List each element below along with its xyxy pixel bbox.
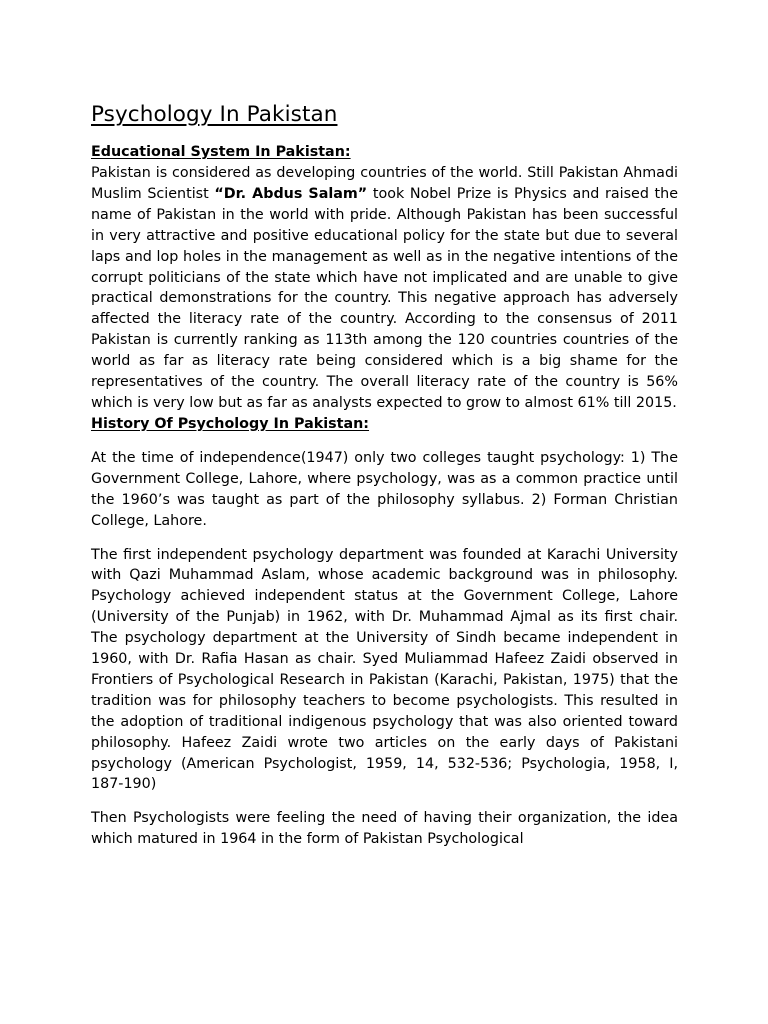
- paragraph-text-end: took Nobel Prize is Physics and raised the name of Pakistan in the world with pride. Although Pakistan has been successful in very attractive and positive educational policy for the state but due to several laps and lop holes in the management as well as in the negative intentions of the corrupt politicians of the state which have not implicated and are unable to give practical demonstrations for the country. This negative approach has adversely affected the literacy rate of the country. According to the consensus of 2011 Pakistan is currently ranking as 113th among the 120 countries countries of the world as far as literacy rate being considered which is a big shame for the representatives of the country. The overall literacy rate of the country is 56% which is very low but as far as analysts expected to grow to almost 61% till 2015.: [91, 185, 679, 411]
- paragraph-history-2: The first independent psychology department was founded at Karachi University with Qazi Muhammad Aslam, whose academic background was in philosophy. Psychology achieved independent status at the Government College, Lahore (University of the Punjab) in 1962, with Dr. Muhammad Ajmal as its first chair. The psychology department at the University of Sindh became independent in 1960, with Dr. Rafia Hasan as chair. Syed Muliammad Hafeez Zaidi observed in Frontiers of Psychological Research in Pakistan (Karachi, Pakistan, 1975) that the tradition was for philosophy teachers to become psychologists. This resulted in the adoption of traditional indigenous psychology that was also oriented toward philosophy. Hafeez Zaidi wrote two articles on the early days of Pakistani psychology (American Psychologist, 1959, 14, 532-536; Psychologia, 1958, I, 187-190): [91, 546, 678, 793]
- bold-name-abdus-salam: “Dr. Abdus Salam”: [214, 185, 368, 202]
- paragraph-history-1: At the time of independence(1947) only two colleges taught psychology: 1) The Government College, Lahore, where psychology, was as a common practice until the 1960’s was taught as part of the philosophy syllabus. 2) Forman Christian College, Lahore.: [91, 449, 678, 529]
- document-page: [91, 100, 678, 850]
- page-title: Psychology In Pakistan: [91, 102, 338, 127]
- section-heading-educational-system: Educational System In Pakistan:: [91, 144, 351, 160]
- paragraph-text-start: Pakistan is considered as developing countries of the world. Still Pakistan Ahmadi Muslim Scientist: [91, 165, 678, 202]
- paragraph-history-3: Then Psychologists were feeling the need of having their organization, the idea which matured in 1964 in the form of Pakistan Psychological: [91, 810, 678, 848]
- paragraph-educational-system: [91, 163, 678, 414]
- section-heading-history: History Of Psychology In Pakistan:: [91, 415, 370, 432]
